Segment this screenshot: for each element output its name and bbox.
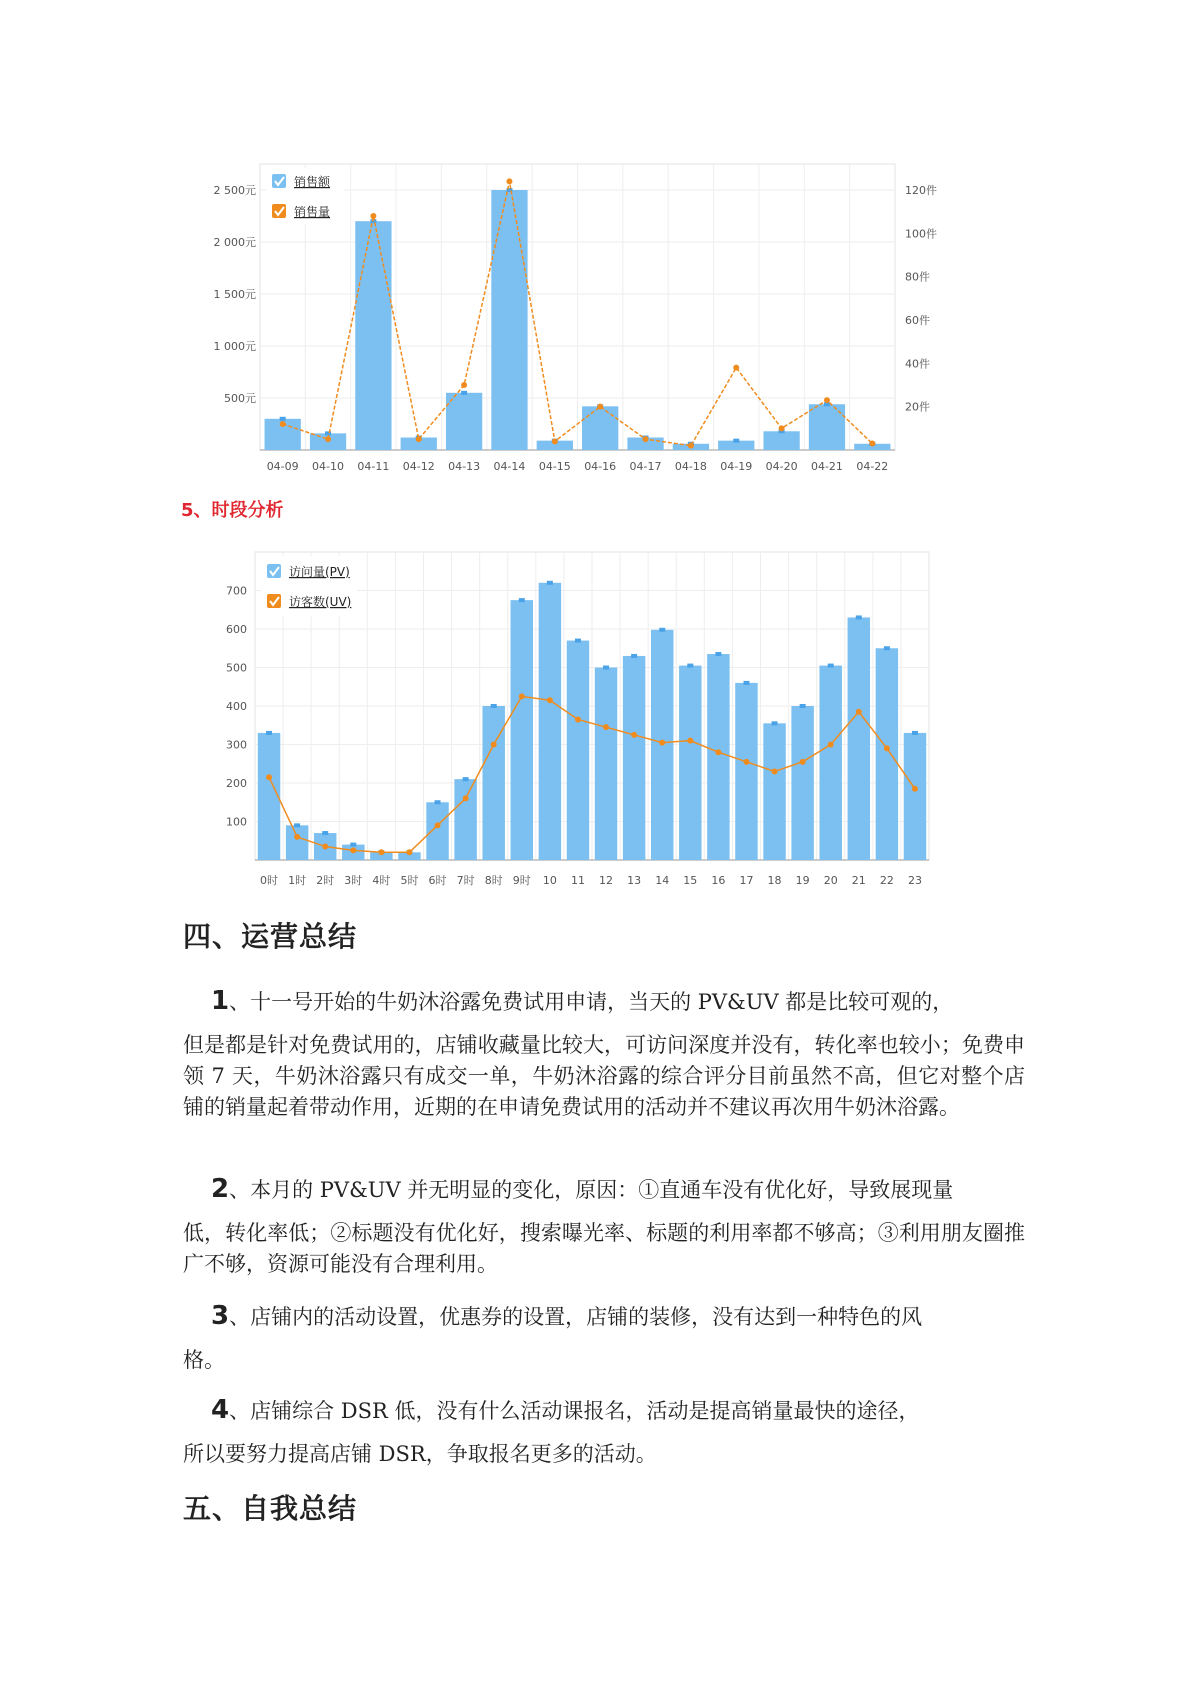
legend-checkbox-0 <box>267 564 281 578</box>
bar <box>791 706 813 860</box>
bar-cap <box>631 654 637 658</box>
paragraph-1-lead: 、十一号开始的牛奶沐浴露免费试用申请，当天的 PV&UV 都是比较可观的， <box>229 990 954 1014</box>
line-point <box>575 716 581 722</box>
heading-self-summary: 五、自我总结 <box>183 1492 358 1525</box>
bar <box>809 404 845 450</box>
paragraph-3-number: 3 <box>211 1301 230 1331</box>
line-point <box>416 436 422 442</box>
legend-checkbox-1 <box>267 594 281 608</box>
line-point <box>597 404 603 410</box>
line-point <box>506 178 512 184</box>
paragraph-2-body: 低，转化率低；②标题没有优化好，搜索曝光率、标题的利用率都不够高；③利用朋友圈推广不够，资源可能没有合理利用。 <box>183 1221 1025 1276</box>
bar-cap <box>350 843 356 847</box>
y-right-tick-label: 20件 <box>905 400 930 414</box>
paragraph-1-body: 但是都是针对免费试用的，店铺收藏量比较大，可访问深度并没有，转化率也较小；免费申领 7 天，牛奶沐浴露只有成交一单，牛奶沐浴露的综合评分目前虽然不高，但它对整个店铺的销量起着带动作用，近期的在申请免费试用的活动并不建议再次用牛奶沐浴露。 <box>183 1033 1025 1119</box>
bar-cap <box>322 831 328 835</box>
paragraph-3-body: 格。 <box>183 1348 225 1372</box>
heading-operations-summary: 四、运营总结 <box>183 920 358 953</box>
legend-label-1: 销售量 <box>294 205 331 219</box>
x-tick-label: 04-22 <box>856 460 889 473</box>
x-tick-label: 04-10 <box>312 460 345 473</box>
bar <box>567 641 589 860</box>
line-point <box>715 749 721 755</box>
bar <box>491 190 527 450</box>
bar <box>763 431 799 450</box>
bar-cap <box>912 731 918 735</box>
y-right-tick-label: 120件 <box>905 184 937 197</box>
bar-cap <box>603 666 609 670</box>
line-point <box>856 709 862 715</box>
legend-checkbox-0 <box>272 174 286 188</box>
line-point <box>687 738 693 744</box>
x-tick-label: 8时 <box>484 874 503 887</box>
paragraph-4-lead: 、店铺综合 DSR 低，没有什么活动课报名，活动是提高销量最快的途径， <box>229 1399 920 1423</box>
x-tick-label: 14 <box>655 874 670 887</box>
x-tick-label: 21 <box>851 874 866 887</box>
line-point <box>824 397 830 403</box>
y-right-tick-label: 60件 <box>905 314 930 327</box>
y-right-tick-label: 80件 <box>905 270 930 284</box>
bar <box>426 802 448 860</box>
bar <box>482 706 504 860</box>
bar-cap <box>491 704 497 708</box>
line-point <box>463 795 469 801</box>
line-point <box>779 425 785 431</box>
x-tick-label: 10 <box>542 874 557 887</box>
y-left-tick-label: 500元 <box>224 392 256 405</box>
paragraph-1 <box>183 986 1025 1123</box>
paragraph-4-body: 所以要努力提高店铺 DSR，争取报名更多的活动。 <box>183 1442 657 1466</box>
bar <box>848 617 870 860</box>
x-tick-label: 19 <box>795 874 810 887</box>
line-point <box>322 844 328 850</box>
bar <box>819 666 841 860</box>
legend-checkbox-1 <box>272 204 286 218</box>
line-point <box>294 834 300 840</box>
x-tick-label: 11 <box>570 874 585 887</box>
x-tick-label: 18 <box>767 874 782 887</box>
sales-chart <box>213 160 960 490</box>
line-point <box>869 441 875 447</box>
x-tick-label: 9时 <box>512 874 531 887</box>
y-left-tick-label: 1 500元 <box>213 288 256 301</box>
paragraph-3-first-line <box>183 1301 1025 1333</box>
x-tick-label: 5时 <box>400 874 419 887</box>
bar-cap <box>733 439 739 443</box>
line-point <box>519 693 525 699</box>
paragraph-2-lead: 、本月的 PV&UV 并无明显的变化，原因：①直通车没有优化好，导致展现量 <box>229 1178 954 1202</box>
line-point <box>491 742 497 748</box>
legend-label-1: 访客数(UV) <box>289 595 352 609</box>
bar-cap <box>463 777 469 781</box>
line-point <box>378 849 384 855</box>
bar <box>707 654 729 860</box>
bar <box>679 666 701 860</box>
paragraph-3-lead: 、店铺内的活动设置，优惠券的设置，店铺的装修，没有达到一种特色的风 <box>229 1305 923 1329</box>
bar <box>904 733 926 860</box>
x-tick-label: 04-15 <box>538 460 571 473</box>
bar <box>454 779 476 860</box>
line-point <box>631 732 637 738</box>
legend-label-0: 访问量(PV) <box>289 565 350 579</box>
bar-cap <box>800 704 806 708</box>
x-tick-label: 16 <box>711 874 726 887</box>
line-point <box>325 436 331 442</box>
bar-cap <box>575 639 581 643</box>
x-tick-label: 04-12 <box>402 460 435 473</box>
x-tick-label: 0时 <box>260 874 279 887</box>
bar <box>258 733 280 860</box>
paragraph-4 <box>183 1395 1025 1470</box>
x-tick-label: 15 <box>683 874 698 887</box>
x-tick-label: 20 <box>823 874 838 887</box>
x-tick-label: 04-21 <box>810 460 843 473</box>
line-point <box>350 847 356 853</box>
bar <box>623 656 645 860</box>
line-point <box>688 443 694 449</box>
bar-cap <box>266 731 272 735</box>
bar-cap <box>772 721 778 725</box>
bar-cap <box>461 391 467 395</box>
bar-cap <box>715 652 721 656</box>
line-point <box>266 774 272 780</box>
y-right-tick-label: 100件 <box>905 227 937 241</box>
bar-cap <box>294 823 300 827</box>
x-tick-label: 04-09 <box>266 460 299 473</box>
bar-cap <box>280 417 286 421</box>
line-point <box>828 742 834 748</box>
section-title-time-analysis: 5、时段分析 <box>181 500 284 521</box>
paragraph-2-number: 2 <box>211 1174 230 1204</box>
line-point <box>406 849 412 855</box>
line-point <box>884 745 890 751</box>
bar-cap <box>743 681 749 685</box>
bar <box>763 723 785 860</box>
x-tick-label: 7时 <box>456 874 475 887</box>
sales-chart-svg <box>213 160 960 490</box>
bar-cap <box>828 664 834 668</box>
y-tick-label: 600 <box>226 623 247 636</box>
bar-cap <box>435 800 441 804</box>
line-point <box>461 382 467 388</box>
bar-cap <box>856 615 862 619</box>
paragraph-4-number: 4 <box>211 1395 230 1425</box>
x-tick-label: 23 <box>907 874 922 887</box>
paragraph-1-number: 1 <box>211 986 230 1016</box>
line-point <box>280 421 286 427</box>
bar <box>286 825 308 860</box>
y-tick-label: 200 <box>226 777 247 790</box>
x-tick-label: 12 <box>599 874 614 887</box>
line-point <box>912 786 918 792</box>
x-tick-label: 04-14 <box>493 460 526 473</box>
bar-cap <box>884 646 890 650</box>
legend-label-0: 销售额 <box>294 175 331 189</box>
x-tick-label: 04-13 <box>448 460 481 473</box>
x-tick-label: 04-17 <box>629 460 662 473</box>
x-tick-label: 04-16 <box>584 460 617 473</box>
bar-cap <box>547 581 553 585</box>
y-left-tick-label: 2 000元 <box>213 236 256 249</box>
y-tick-label: 400 <box>226 700 247 713</box>
x-tick-label: 2时 <box>316 874 335 887</box>
line-point <box>552 438 558 444</box>
x-tick-label: 6时 <box>428 874 447 887</box>
bar-cap <box>519 598 525 602</box>
hourly-traffic-chart-svg <box>215 548 955 900</box>
x-tick-label: 04-20 <box>765 460 798 473</box>
line-point <box>603 724 609 730</box>
line-point <box>547 697 553 703</box>
paragraph-1-first-line <box>183 986 1025 1018</box>
x-tick-label: 17 <box>739 874 754 887</box>
paragraph-3 <box>183 1301 1025 1376</box>
paragraph-2-first-line <box>183 1174 1025 1206</box>
y-left-tick-label: 1 000元 <box>213 340 256 353</box>
x-tick-label: 4时 <box>372 874 391 887</box>
x-tick-label: 13 <box>627 874 642 887</box>
y-tick-label: 300 <box>226 738 247 752</box>
paragraph-2 <box>183 1174 1025 1280</box>
y-right-tick-label: 40件 <box>905 357 930 371</box>
y-tick-label: 700 <box>226 584 247 598</box>
bar-cap <box>687 664 693 668</box>
line-point <box>743 759 749 765</box>
line-point <box>643 436 649 442</box>
bar <box>735 683 757 860</box>
line-point <box>772 768 778 774</box>
bar <box>876 648 898 860</box>
x-tick-label: 04-11 <box>357 460 390 473</box>
hourly-traffic-chart <box>215 548 955 900</box>
y-tick-label: 100 <box>226 815 247 829</box>
line-point <box>659 740 665 746</box>
x-tick-label: 3时 <box>344 874 363 887</box>
y-left-tick-label: 2 500元 <box>213 184 256 197</box>
bar <box>582 406 618 450</box>
bar <box>595 668 617 861</box>
bar-cap <box>659 628 665 632</box>
paragraph-4-first-line <box>183 1395 1025 1427</box>
line-point <box>435 822 441 828</box>
x-tick-label: 22 <box>879 874 894 887</box>
x-tick-label: 04-18 <box>674 460 707 473</box>
x-tick-label: 04-19 <box>720 460 753 473</box>
line-point <box>733 365 739 371</box>
bar <box>539 583 561 860</box>
bar <box>446 393 482 450</box>
line-point <box>800 759 806 765</box>
bar <box>355 221 391 450</box>
y-tick-label: 500 <box>226 661 247 675</box>
x-tick-label: 1时 <box>288 874 307 887</box>
line-point <box>370 213 376 219</box>
bar <box>511 600 533 860</box>
